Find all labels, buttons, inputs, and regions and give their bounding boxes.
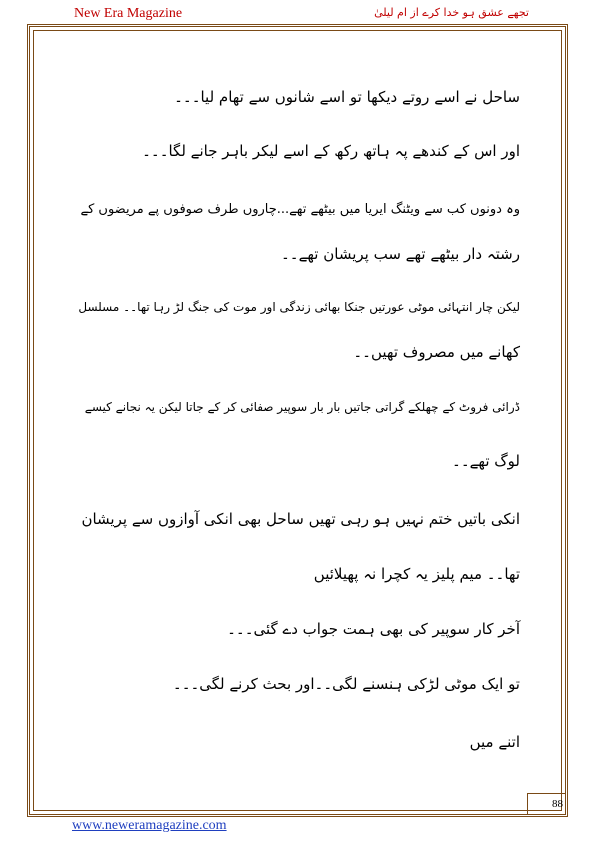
paragraph-line: وہ دونوں کب سے ویٹنگ ایریا میں بیٹھے تھے...چاروں طرف صوفوں پے مریضوں کے — [80, 202, 520, 217]
paragraph-line: ساحل نے اسے روتے دیکھا تو اسے شانوں سے تھام لیا۔۔۔ — [174, 88, 520, 106]
paragraph-line: اتنے میں — [469, 733, 520, 751]
paragraph-line: انکی باتیں ختم نہیں ہو رہی تھیں ساحل بھی انکی آوازوں سے پریشان — [81, 510, 520, 528]
paragraph-line: ڈرائی فروٹ کے چھلکے گراتی جاتیں بار بار سوپیر صفائی کر کے جاتا لیکن یہ نجانے کیسے — [84, 400, 520, 414]
novel-title: تجھے عشق ہو خدا کرے از ام لیلیٰ — [374, 6, 529, 19]
magazine-name: New Era Magazine — [74, 6, 183, 21]
paragraph-line: تو ایک موٹی لڑکی ہنسنے لگی۔۔اور بحث کرنے لگی۔۔۔ — [172, 675, 520, 693]
paragraph-line: اور اس کے کندھے پہ ہاتھ رکھ کے اسے لیکر باہر جانے لگا۔۔۔ — [142, 142, 520, 160]
paragraph-line: کھانے میں مصروف تھیں۔۔ — [353, 343, 520, 361]
paragraph-line: لوگ تھے۔۔ — [452, 452, 520, 470]
page-number-box — [527, 793, 565, 815]
paragraph-line: تھا۔۔ میم پلیز یہ کچرا نہ پھیلائیں — [313, 565, 520, 583]
paragraph-line: رشتہ دار بیٹھے تھے سب پریشان تھے۔۔ — [281, 245, 520, 263]
paragraph-line: لیکن چار انتہائی موٹی عورتیں جنکا بھائی زندگی اور موت کی جنگ لڑ رہا تھا۔۔ مسلسل — [78, 300, 520, 314]
website-link[interactable]: www.neweramagazine.com — [72, 818, 227, 833]
paragraph-line: آخر کار سوپیر کی بھی ہمت جواب دے گئی۔۔۔ — [227, 620, 520, 638]
page-number: 88 — [552, 798, 563, 810]
